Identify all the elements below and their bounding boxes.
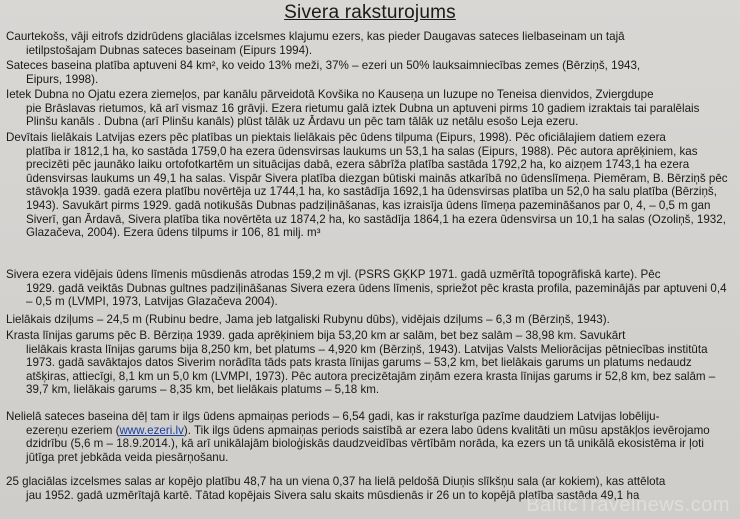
paragraph-first-line: Lielākais dziļums – 24,5 m (Rubinu bedre, Jama jeb latgaliski Rubynu dūbs), vidējais dziļums – 6,3 m (Bērziņš, 1943). — [6, 313, 610, 326]
paragraph-continuation: 1929. gadā veiktās Dubnas gultnes padziļināšanas Sivera ezera ūdens līmenis, spriežot pēc krasta profila, pazeminājās par aptuveni 0,4 – 0,5 m (LVMPI, 1973, Latvijas Glazačeva 2004). — [26, 281, 727, 309]
paragraph-depth — [6, 313, 734, 327]
watermark: BalticTravelnews.com — [526, 494, 730, 516]
paragraph-continuation — [6, 424, 734, 465]
paragraph-text: ezereņu ezeriem ( — [26, 423, 120, 437]
paragraph-first-line: Sivera ezera vidējais ūdens līmenis mūsdienās atrodas 159,2 m vjl. (PSRS GĶKP 1971. gadā uzmērītā topogrāfiskā karte). Pēc — [6, 268, 661, 281]
paragraph-continuation: pie Brāslavas rietumos, kā arī vismaz 16 grāvji. Ezera rietumu galā iztek Dubna un aptuveni pirms 10 gadiem izraktais tai paralēlais Plinšu kanāls . Dubna (arī Plinšu kanāls) plūst tālāk uz Ārdavu un pēc tam tālāk uz netālu esošo Leja ezeru. — [26, 101, 700, 129]
paragraph-first-line: Krasta līnijas garums pēc B. Bērziņa 1939. gada aprēķiniem bija 53,20 km ar salām, bet bez salām – 38,98 km. Savukārt — [6, 329, 626, 342]
paragraph-first-line: Caurtekošs, vāji eitrofs dzidrūdens glaciālas izcelsmes klajumu ezers, kas pieder Daugavas sateces lielbaseinam un tajā — [6, 30, 625, 43]
paragraph-continuation: Eipurs, 1998). — [26, 72, 99, 86]
paragraph-inflows — [6, 88, 734, 129]
paragraph-continuation: lielākais krasta līnijas garums bija 8,250 km, bet platums – 4,920 km (Bērziņš, 1943). Latvijas Valsts Meliorācijas pētniecības institūta 1973. gadā savāktajos datos Siverim norādīta tāds pats krasta līnijas garums – 53,2 km, bet lielākais garums un platums nedaudz atšķiras, attiecīgi, 8,1 km un 5,0 km (LVMPI, 1973). Pēc autora precizētajām ziņām ezera krasta līnijas garums ir 52,8 km, bez salām – 39,7 km, lielākais garums – 8,35 km, bet lielākais platums – 5,18 km. — [26, 342, 716, 397]
paragraph-area — [6, 131, 734, 240]
paragraph-water-level — [6, 268, 734, 309]
paragraph-continuation: jau 1952. gadā uzmērītajā kartē. Tātad kopējais Sivera salu skaits mūsdienās ir 26 un to kopējā platība sastāda 49,1 ha — [26, 488, 640, 502]
paragraph-origin — [6, 30, 734, 57]
paragraph-first-line: Sateces baseina platība aptuveni 84 km², ko veido 13% meži, 37% – ezeri un 50% lauksaimniecības zemes (Bērziņš, 1943, — [6, 59, 641, 72]
paragraph-first-line: Nelielā sateces baseina dēļ tam ir ilgs ūdens apmaiņas periods – 6,54 gadi, kas ir raksturīga pazīme daudziem Latvijas lobēliju- — [6, 410, 660, 423]
ezeri-link[interactable]: www.ezeri.lv — [119, 423, 184, 437]
paragraph-shoreline — [6, 329, 734, 397]
paragraph-continuation: platība ir 1812,1 ha, ko sastāda 1759,0 ha ezera ūdensvirsas laukums un 53,1 ha salas (Eipurs, 1988). Pēc autora aprēķiniem, kas precizēti pēc jaunāko laiku ortofotkartēm un situācijas dabā, ezera sābrīža platība sastāda 1792,2 ha, ko aizņem 1743,1 ha ezera ūdensvirsas laukums un 49,1 ha salas. Vispār Sivera platība diezgan būtiski mainās atkarībā no ūdenslīmeņa. Piemēram, B. Bērziņš pēc stāvokļa 1939. gadā ezera platību novērtēja uz 1744,1 ha, ko sastādīja 1692,1 ha ūdensvirsas platība un 52,0 ha salu platība (Bērziņš, 1943). Savukārt pirms 1929. gadā notikušās Dubnas padziļināšanas, kas izraisīja ūdens līmeņa pazemināšanos par 0, 4, – 0,5 m gan Siverī, gan Ārdavā, Sivera platība tika novērtēta uz 1874,2 ha, ko sastādīja 1864,1 ha ezera ūdensvirsa un 10,1 ha salas (Ozoliņš, 1932, Glazačeva, 2004). Ezera ūdens tilpums ir 106, 81 milj. m³ — [26, 144, 728, 240]
paragraph-continuation: ietilpstošajam Dubnas sateces baseinam (Eipurs 1994). — [26, 43, 313, 57]
paragraph-water-exchange — [6, 410, 734, 464]
paragraph-catchment — [6, 59, 734, 86]
paragraph-first-line: Devītais lielākais Latvijas ezers pēc platības un piektais lielākais pēc ūdens tilpuma (Eipurs, 1998). Pēc oficiālajiem datiem ezera — [6, 131, 666, 144]
paragraph-text: ). Tik ilgs ūdens apmaiņas periods saistībā ar ezera labo ūdens kvalitāti un mūsu apstākļos ievērojamo dzidrību (5,6 m – 18.9.2014.), kā arī unikālajām bioloģiskās daudzveidības vērtībām norāda, ka ezers un tā unikālā ekosistēma ir ļoti jūtīga pret jebkāda veida piesārņošanu. — [26, 423, 710, 464]
paragraph-first-line: 25 glaciālas izcelsmes salas ar kopējo platību 48,7 ha un viena 0,37 ha lielā peldošā Diuņis slīkšņu sala (ar kokiem), kas attēlota — [6, 475, 666, 488]
paragraph-first-line: Ietek Dubna no Ojatu ezera ziemeļos, par kanālu pārveidotā Kovšika no Kauseņa un Iuzupe no Teneisa dienvidos, Zviergdupe — [6, 88, 654, 101]
page-title: Sivera raksturojums — [284, 2, 456, 23]
